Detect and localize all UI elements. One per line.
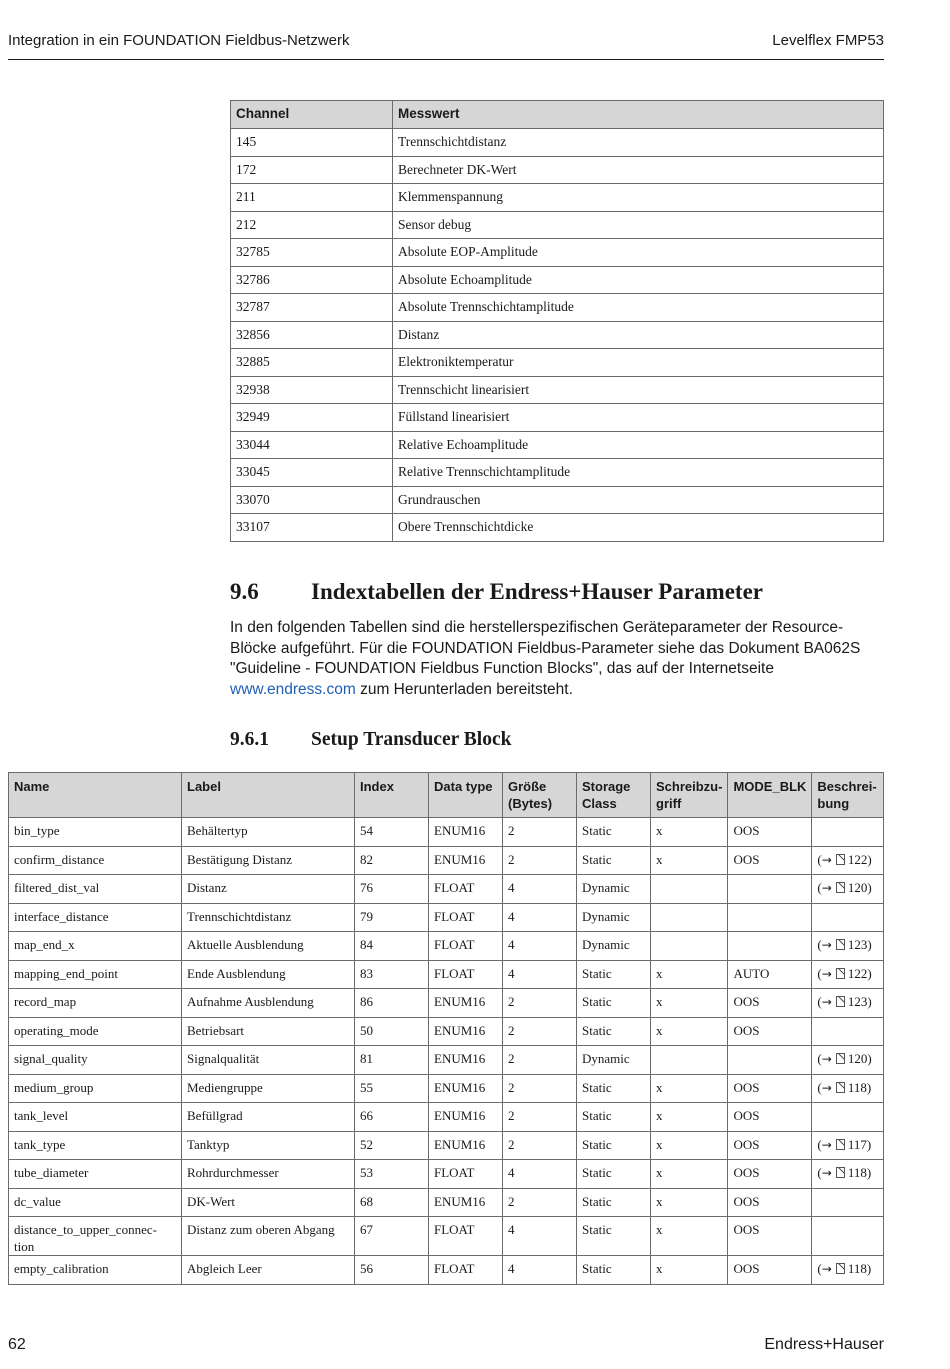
param-type-cell: ENUM16: [429, 1046, 503, 1075]
table-row: [9, 1103, 884, 1132]
param-label-cell: Signalqualität: [182, 1046, 355, 1075]
table-row: [9, 960, 884, 989]
header-product-name: Levelflex FMP53: [772, 32, 884, 49]
page-reference-icon: [836, 1263, 845, 1274]
param-storage-cell: Static: [577, 846, 651, 875]
param-name-cell: empty_calibration: [9, 1256, 182, 1285]
page-reference-icon: [836, 882, 845, 893]
param-size-cell: 2: [503, 1046, 577, 1075]
page-reference-number[interactable]: 120: [847, 1051, 868, 1066]
param-description-cell: [812, 1160, 884, 1189]
channel-table: [230, 100, 884, 542]
param-name-cell: filtered_dist_val: [9, 875, 182, 904]
col-header-label: Label: [182, 773, 355, 818]
table-row: [9, 846, 884, 875]
param-storage-cell: Dynamic: [577, 932, 651, 961]
messwert-cell: Trennschicht linearisiert: [393, 376, 884, 404]
messwert-cell: Obere Trennschichtdicke: [393, 514, 884, 542]
paren-close: ): [866, 1136, 872, 1152]
channel-cell: 211: [231, 184, 393, 212]
table-row: [9, 1256, 884, 1285]
param-mode-cell: OOS: [728, 1256, 812, 1285]
param-mode-cell: [728, 875, 812, 904]
param-write-cell: x: [651, 1217, 728, 1256]
param-index-cell: 86: [355, 989, 429, 1018]
param-size-cell: 4: [503, 875, 577, 904]
param-size-cell: 2: [503, 989, 577, 1018]
param-label-cell: Aufnahme Ausblendung: [182, 989, 355, 1018]
param-mode-cell: OOS: [728, 989, 812, 1018]
param-label-cell: Bestätigung Distanz: [182, 846, 355, 875]
param-name-cell: interface_distance: [9, 903, 182, 932]
param-description-cell: [812, 818, 884, 847]
param-name-cell: distance_to_upper_connec-tion: [9, 1217, 182, 1256]
table-row: [9, 989, 884, 1018]
param-label-cell: Mediengruppe: [182, 1074, 355, 1103]
table-row: [231, 266, 884, 294]
param-storage-cell: Static: [577, 1256, 651, 1285]
param-size-cell: 2: [503, 1103, 577, 1132]
param-write-cell: x: [651, 1074, 728, 1103]
col-header-description: Beschrei-bung: [812, 773, 884, 818]
param-type-cell: FLOAT: [429, 875, 503, 904]
param-mode-cell: OOS: [728, 1103, 812, 1132]
param-storage-cell: Static: [577, 1160, 651, 1189]
param-index-cell: 82: [355, 846, 429, 875]
param-description-cell: [812, 1103, 884, 1132]
page-reference-icon: [836, 996, 845, 1007]
param-write-cell: x: [651, 1131, 728, 1160]
table-row: [231, 376, 884, 404]
paren-close: ): [867, 880, 872, 895]
page-reference-icon: [836, 968, 845, 979]
channel-cell: 212: [231, 211, 393, 239]
param-mode-cell: OOS: [728, 1074, 812, 1103]
channel-cell: 172: [231, 156, 393, 184]
page-reference-icon: [836, 1082, 845, 1093]
arrow-right-icon: →: [821, 966, 832, 981]
param-type-cell: ENUM16: [429, 1131, 503, 1160]
param-type-cell: FLOAT: [429, 1256, 503, 1285]
page-reference-number[interactable]: 123: [847, 994, 868, 1009]
param-storage-cell: Static: [577, 1074, 651, 1103]
channel-cell: 32787: [231, 294, 393, 322]
param-type-cell: FLOAT: [429, 1217, 503, 1256]
paragraph-text: In den folgenden Tabellen sind die herstellerspezifischen Geräteparameter der Resource-Blöcke aufgeführt. Für die FOUNDATION Fieldbus-Parameter siehe das Dokument BA062S "Guideline - FOUNDATION Fieldbus Function Blocks", das auf der Internetseite: [230, 619, 861, 677]
section-paragraph: [230, 618, 884, 700]
subsection-title: Setup Transducer Block: [311, 729, 512, 750]
param-write-cell: x: [651, 818, 728, 847]
param-write-cell: x: [651, 846, 728, 875]
param-description-cell: [812, 1131, 884, 1160]
param-name-cell: tube_diameter: [9, 1160, 182, 1189]
col-header-size: Größe (Bytes): [503, 773, 577, 818]
param-type-cell: FLOAT: [429, 1160, 503, 1189]
table-row: [231, 129, 884, 157]
messwert-cell: Sensor debug: [393, 211, 884, 239]
param-name-cell: dc_value: [9, 1188, 182, 1217]
param-description-cell: [812, 1074, 884, 1103]
page-reference-number[interactable]: 118: [847, 1165, 867, 1180]
table-row: [9, 1074, 884, 1103]
param-type-cell: ENUM16: [429, 1103, 503, 1132]
param-mode-cell: OOS: [728, 818, 812, 847]
param-write-cell: [651, 1046, 728, 1075]
param-storage-cell: Static: [577, 1103, 651, 1132]
param-size-cell: 2: [503, 818, 577, 847]
param-name-cell: signal_quality: [9, 1046, 182, 1075]
page-number: 62: [8, 1336, 26, 1353]
param-label-cell: Aktuelle Ausblendung: [182, 932, 355, 961]
param-name-cell: bin_type: [9, 818, 182, 847]
param-description-cell: [812, 1188, 884, 1217]
param-name-cell: map_end_x: [9, 932, 182, 961]
paren-close: ): [867, 1051, 872, 1066]
paren-close: ): [867, 937, 872, 952]
param-size-cell: 4: [503, 960, 577, 989]
table-row: [9, 932, 884, 961]
param-index-cell: 66: [355, 1103, 429, 1132]
paren-open: (: [817, 1165, 822, 1180]
paren-open: (: [817, 880, 822, 895]
param-description-cell: [812, 1217, 884, 1256]
subsection-number: 9.6.1: [230, 729, 269, 750]
param-write-cell: x: [651, 1188, 728, 1217]
table-row: [231, 486, 884, 514]
table-row: [231, 514, 884, 542]
param-index-cell: 79: [355, 903, 429, 932]
page-reference-number[interactable]: 122: [847, 965, 868, 981]
table-row: [9, 1046, 884, 1075]
table-row: [231, 239, 884, 267]
param-size-cell: 2: [503, 1131, 577, 1160]
param-storage-cell: Dynamic: [577, 875, 651, 904]
param-label-cell: Distanz zum oberen Abgang: [182, 1217, 355, 1256]
param-size-cell: 2: [503, 1017, 577, 1046]
param-size-cell: 4: [503, 903, 577, 932]
messwert-cell: Absolute EOP-Amplitude: [393, 239, 884, 267]
channel-cell: 32938: [231, 376, 393, 404]
messwert-cell: Füllstand linearisiert: [393, 404, 884, 432]
param-description-cell: [812, 1017, 884, 1046]
param-mode-cell: OOS: [728, 1160, 812, 1189]
param-name-cell: operating_mode: [9, 1017, 182, 1046]
paren-open: (: [817, 994, 822, 1009]
channel-cell: 33107: [231, 514, 393, 542]
param-storage-cell: Static: [577, 1188, 651, 1217]
param-name-cell: record_map: [9, 989, 182, 1018]
col-header-write-access: Schreibzu-griff: [651, 773, 728, 818]
section-title: Indextabellen der Endress+Hauser Parameter: [311, 579, 763, 604]
paren-open: (: [817, 965, 822, 981]
param-storage-cell: Static: [577, 818, 651, 847]
arrow-right-icon: →: [821, 1052, 832, 1066]
endress-website-link[interactable]: www.endress.com: [230, 680, 356, 698]
header-chapter-title: Integration in ein FOUNDATION Fieldbus-Netzwerk: [8, 32, 350, 49]
section-heading-9-6-1: [230, 729, 511, 751]
param-storage-cell: Static: [577, 989, 651, 1018]
param-index-cell: 54: [355, 818, 429, 847]
channel-cell: 32856: [231, 321, 393, 349]
param-label-cell: Befüllgrad: [182, 1103, 355, 1132]
param-size-cell: 2: [503, 1074, 577, 1103]
table-row: [9, 1131, 884, 1160]
table-row: [9, 903, 884, 932]
param-mode-cell: AUTO: [728, 960, 812, 989]
messwert-cell: Relative Trennschichtamplitude: [393, 459, 884, 487]
param-label-cell: Ende Ausblendung: [182, 960, 355, 989]
page-reference-icon: [836, 1053, 845, 1064]
param-size-cell: 2: [503, 846, 577, 875]
param-type-cell: ENUM16: [429, 989, 503, 1018]
section-number: 9.6: [230, 579, 259, 604]
arrow-right-icon: →: [821, 852, 832, 867]
paren-close: ): [866, 1165, 872, 1180]
param-name-cell: mapping_end_point: [9, 960, 182, 989]
param-storage-cell: Static: [577, 1131, 651, 1160]
param-description-cell: [812, 1256, 884, 1285]
param-write-cell: x: [651, 960, 728, 989]
page-reference-number[interactable]: 117: [847, 1136, 867, 1152]
table-row: [9, 1017, 884, 1046]
channel-cell: 33070: [231, 486, 393, 514]
param-write-cell: [651, 932, 728, 961]
channel-column-header: Channel: [231, 101, 393, 129]
param-label-cell: Betriebsart: [182, 1017, 355, 1046]
channel-cell: 33045: [231, 459, 393, 487]
param-name-cell: medium_group: [9, 1074, 182, 1103]
param-mode-cell: [728, 932, 812, 961]
page-reference-number[interactable]: 122: [847, 851, 868, 867]
channel-cell: 32885: [231, 349, 393, 377]
arrow-right-icon: →: [821, 1166, 832, 1180]
param-description-cell: [812, 875, 884, 904]
messwert-cell: Absolute Trennschichtamplitude: [393, 294, 884, 322]
paren-open: (: [817, 1051, 822, 1066]
arrow-right-icon: →: [821, 1137, 832, 1152]
param-type-cell: FLOAT: [429, 932, 503, 961]
messwert-cell: Distanz: [393, 321, 884, 349]
messwert-cell: Relative Echoamplitude: [393, 431, 884, 459]
table-row: [231, 321, 884, 349]
messwert-cell: Trennschichtdistanz: [393, 129, 884, 157]
param-index-cell: 50: [355, 1017, 429, 1046]
col-header-mode-blk: MODE_BLK: [728, 773, 812, 818]
table-row: [231, 156, 884, 184]
table-row: [9, 875, 884, 904]
messwert-cell: Klemmenspannung: [393, 184, 884, 212]
param-write-cell: x: [651, 1256, 728, 1285]
paren-open: (: [817, 1136, 822, 1152]
param-description-cell: [812, 932, 884, 961]
param-index-cell: 68: [355, 1188, 429, 1217]
param-type-cell: ENUM16: [429, 1074, 503, 1103]
param-write-cell: [651, 875, 728, 904]
param-index-cell: 52: [355, 1131, 429, 1160]
table-row: [9, 1188, 884, 1217]
param-write-cell: [651, 903, 728, 932]
param-index-cell: 53: [355, 1160, 429, 1189]
parameter-table: [8, 772, 884, 1285]
param-index-cell: 67: [355, 1217, 429, 1256]
arrow-right-icon: →: [821, 1262, 832, 1276]
param-write-cell: x: [651, 1160, 728, 1189]
channel-cell: 145: [231, 129, 393, 157]
table-row: [231, 404, 884, 432]
section-heading-9-6: [230, 579, 763, 605]
arrow-right-icon: →: [821, 995, 832, 1009]
page-reference-number[interactable]: 118: [847, 1261, 867, 1276]
param-label-cell: Tanktyp: [182, 1131, 355, 1160]
channel-cell: 32785: [231, 239, 393, 267]
param-name-cell: tank_type: [9, 1131, 182, 1160]
page-reference-number[interactable]: 118: [847, 1079, 867, 1095]
param-size-cell: 4: [503, 932, 577, 961]
paren-open: (: [817, 851, 822, 867]
param-size-cell: 4: [503, 1160, 577, 1189]
param-name-cell: confirm_distance: [9, 846, 182, 875]
param-size-cell: 4: [503, 1256, 577, 1285]
messwert-cell: Berechneter DK-Wert: [393, 156, 884, 184]
paren-close: ): [867, 994, 872, 1009]
messwert-cell: Absolute Echoamplitude: [393, 266, 884, 294]
messwert-cell: Elektroniktemperatur: [393, 349, 884, 377]
param-index-cell: 81: [355, 1046, 429, 1075]
paren-close: ): [866, 1079, 872, 1095]
param-write-cell: x: [651, 1017, 728, 1046]
paren-open: (: [817, 1261, 822, 1276]
page-reference-icon: [836, 854, 845, 865]
page-reference-icon: [836, 1167, 845, 1178]
table-row: [9, 818, 884, 847]
param-description-cell: [812, 903, 884, 932]
param-label-cell: Rohrdurchmesser: [182, 1160, 355, 1189]
param-storage-cell: Dynamic: [577, 903, 651, 932]
col-header-storage: Storage Class: [577, 773, 651, 818]
paren-close: ): [867, 965, 872, 981]
param-storage-cell: Static: [577, 960, 651, 989]
param-type-cell: ENUM16: [429, 818, 503, 847]
channel-table-header: [231, 101, 884, 129]
page-header: [8, 32, 884, 60]
param-label-cell: Abgleich Leer: [182, 1256, 355, 1285]
paren-close: ): [866, 1261, 872, 1276]
arrow-right-icon: →: [821, 881, 832, 895]
param-type-cell: ENUM16: [429, 1188, 503, 1217]
param-type-cell: FLOAT: [429, 903, 503, 932]
arrow-right-icon: →: [821, 938, 832, 952]
param-label-cell: DK-Wert: [182, 1188, 355, 1217]
param-storage-cell: Static: [577, 1217, 651, 1256]
param-mode-cell: OOS: [728, 1188, 812, 1217]
param-mode-cell: [728, 1046, 812, 1075]
channel-cell: 32949: [231, 404, 393, 432]
param-type-cell: ENUM16: [429, 846, 503, 875]
param-size-cell: 2: [503, 1188, 577, 1217]
param-label-cell: Trennschichtdistanz: [182, 903, 355, 932]
paren-open: (: [817, 1079, 822, 1095]
paragraph-text-end: zum Herunterladen bereitsteht.: [355, 680, 573, 698]
messwert-column-header: Messwert: [393, 101, 884, 129]
table-row: [231, 349, 884, 377]
param-index-cell: 56: [355, 1256, 429, 1285]
param-type-cell: FLOAT: [429, 960, 503, 989]
footer-brand: Endress+Hauser: [764, 1336, 884, 1353]
table-row: [231, 294, 884, 322]
param-label-cell: Behältertyp: [182, 818, 355, 847]
arrow-right-icon: →: [821, 1080, 832, 1095]
paren-close: ): [867, 851, 872, 867]
col-header-name: Name: [9, 773, 182, 818]
channel-cell: 33044: [231, 431, 393, 459]
param-storage-cell: Dynamic: [577, 1046, 651, 1075]
col-header-data-type: Data type: [429, 773, 503, 818]
param-index-cell: 83: [355, 960, 429, 989]
table-row: [231, 431, 884, 459]
col-header-index: Index: [355, 773, 429, 818]
channel-cell: 32786: [231, 266, 393, 294]
param-description-cell: [812, 989, 884, 1018]
param-mode-cell: OOS: [728, 1017, 812, 1046]
param-storage-cell: Static: [577, 1017, 651, 1046]
param-index-cell: 84: [355, 932, 429, 961]
messwert-cell: Grundrauschen: [393, 486, 884, 514]
param-description-cell: [812, 846, 884, 875]
param-description-cell: [812, 1046, 884, 1075]
param-type-cell: ENUM16: [429, 1017, 503, 1046]
page-reference-number[interactable]: 120: [847, 880, 868, 895]
param-mode-cell: OOS: [728, 846, 812, 875]
param-description-cell: [812, 960, 884, 989]
param-index-cell: 55: [355, 1074, 429, 1103]
page-reference-icon: [836, 939, 845, 950]
table-row: [9, 1217, 884, 1256]
param-label-cell: Distanz: [182, 875, 355, 904]
table-row: [231, 184, 884, 212]
param-mode-cell: [728, 903, 812, 932]
param-index-cell: 76: [355, 875, 429, 904]
table-row: [231, 211, 884, 239]
param-write-cell: x: [651, 1103, 728, 1132]
param-name-cell: tank_level: [9, 1103, 182, 1132]
page-reference-icon: [836, 1139, 845, 1150]
parameter-table-header: [9, 773, 884, 818]
table-row: [9, 1160, 884, 1189]
table-row: [231, 459, 884, 487]
param-size-cell: 4: [503, 1217, 577, 1256]
param-mode-cell: OOS: [728, 1217, 812, 1256]
paren-open: (: [817, 937, 822, 952]
page-reference-number[interactable]: 123: [847, 937, 868, 952]
param-mode-cell: OOS: [728, 1131, 812, 1160]
param-write-cell: x: [651, 989, 728, 1018]
